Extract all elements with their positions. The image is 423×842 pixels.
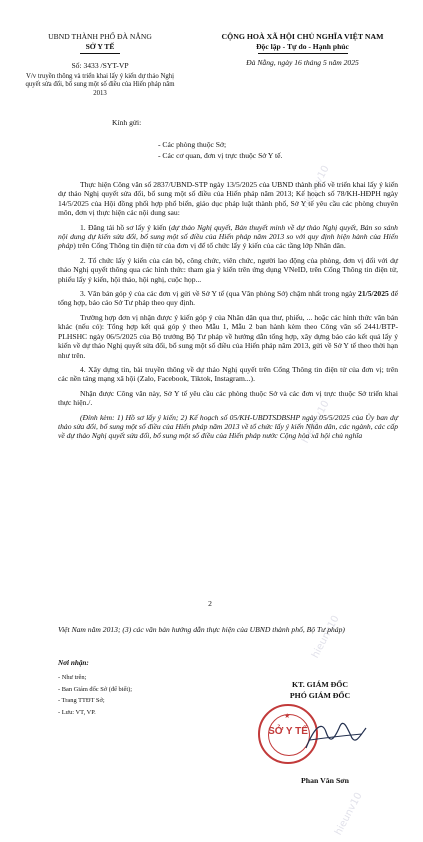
org-parent: UBND THÀNH PHỐ ĐÀ NẴNG bbox=[48, 32, 152, 41]
watermark: hieunv10 bbox=[310, 613, 342, 661]
item-3-text-end: để tổng hợp, báo cáo Sở Tư pháp theo quy định. bbox=[58, 289, 398, 308]
doc-number: Số: 3433 /SYT-VP bbox=[71, 61, 129, 70]
divider bbox=[258, 53, 348, 54]
item-3 bbox=[58, 289, 398, 308]
divider bbox=[80, 53, 120, 54]
signature-role-2: PHÓ GIÁM ĐỐC bbox=[289, 690, 351, 700]
header-left bbox=[10, 32, 190, 98]
signer-name: Phan Văn Sơn bbox=[301, 776, 349, 785]
item-1 bbox=[58, 223, 398, 251]
header-right bbox=[185, 32, 420, 68]
doc-date: Đà Nẵng, ngày 16 tháng 5 năm 2025 bbox=[246, 58, 359, 67]
nation-motto: Độc lập - Tự do - Hạnh phúc bbox=[256, 42, 349, 51]
recipients-label: Kính gửi: bbox=[112, 118, 142, 127]
item-1-text-end: ) trên Cổng Thông tin điện tử của đơn vị để tổ chức lấy ý kiến của các tầng lớp Nhân dân. bbox=[73, 241, 346, 251]
recipient-footer-item: - Ban Giám đốc Sở (để biết); bbox=[58, 685, 133, 693]
star-icon: ★ bbox=[284, 712, 291, 720]
item-2: 2. Tổ chức lấy ý kiến của cán bộ, công chức, viên chức, người lao động của phòng, đơn vị đối với dự thảo Nghị quyết thông qua các hình thức: tham gia ý kiến trên ứng dụng VNeID, trên Cổng Thông tin điện tử, phiếu lấy ý kiến, hội thảo, hội nghị, cuộc họp... bbox=[58, 255, 398, 284]
footer-recipients bbox=[58, 658, 218, 718]
item-3-details: Trường hợp đơn vị nhận được ý kiến góp ý của Nhân dân qua thư, phiếu, ... hoặc các hình thức văn bản khác (nếu có): Tổng hợp kết quả góp ý theo Mẫu 1, Mẫu 2 ban hành kèm theo Công văn số 2441/BTP-PLHSHC ngày 06/5/2025 của Bộ trưởng Bộ Tư pháp về hướng dẫn tổng hợp, xây dựng báo cáo kết quả lấy ý kiến về dự thảo Nghị quyết sửa đổi, bổ sung một số điều của Hiến pháp năm 2013, gửi về Sở Y tế theo thời hạn như trên. bbox=[58, 312, 398, 360]
recipient-item: - Các cơ quan, đơn vị trực thuộc Sở Y tế. bbox=[158, 151, 283, 160]
recipients-footer-label: Nơi nhận: bbox=[58, 659, 89, 667]
recipients-list bbox=[158, 139, 282, 161]
intro-paragraph: Thực hiện Công văn số 2837/UBND-STP ngày 13/5/2025 của UBND thành phố về triển khai lấy ý kiến dự thảo Nghị quyết sửa đổi, bổ sung một số điều của Hiến pháp năm 2013; Kế hoạch số 78/KH-HĐPH ngày 14/5/2025 của Hội đồng phối hợp phổ biến, giáo dục pháp luật thành phố, Sở Y tế yêu cầu các phòng chuyên môn, đơn vị thực hiện các nội dung sau: bbox=[58, 180, 398, 218]
watermark: hieunv10 bbox=[300, 163, 332, 211]
doc-subject: V/v truyền thông và triển khai lấy ý kiến dự thảo Nghị quyết sửa đổi, bổ sung một số điều của Hiến pháp năm 2013 bbox=[25, 73, 175, 97]
org-name: SỞ Y TẾ bbox=[85, 42, 115, 51]
recipient-item: - Các phòng thuộc Sở; bbox=[158, 140, 227, 149]
item-1-text: 1. Đăng tải hồ sơ lấy ý kiến ( bbox=[80, 222, 172, 232]
item-1-italic: dự thảo Nghị quyết, Bản thuyết minh về dự thảo Nghị quyết, Bản so sánh nội dung dự kiến sửa đổi, bổ sung một số điều của Hiến pháp năm 2013 so với quy định hiện hành của Hiến pháp bbox=[58, 222, 398, 251]
watermark: hieunv10 bbox=[333, 790, 365, 838]
signature-role-1: KT. GIÁM ĐỐC bbox=[292, 680, 348, 689]
attachment-note: (Đính kèm: 1) Hồ sơ lấy ý kiến; 2) Kế hoạch số 05/KH-UBDTSDBSHP ngày 05/5/2025 của Ủy ban dự thảo sửa đổi, bổ sung một số điều của Hiến pháp năm 2013 về tổ chức lấy ý kiến Nhân dân, các ngành, các cấp về dự thảo Nghị quyết sửa đổi, bổ sung một số điều của Hiến pháp nước Cộng hòa xã hội chủ nghĩa bbox=[58, 412, 398, 441]
recipient-footer-item: - Như trên; bbox=[58, 674, 87, 681]
closing-paragraph: Nhận được Công văn này, Sở Y tế yêu cầu các phòng thuộc Sở và các đơn vị trực thuộc Sở triển khai thực hiện./. bbox=[58, 388, 398, 408]
signature-role bbox=[240, 680, 400, 701]
attachment-continued: Việt Nam năm 2013; (3) các văn bản hướng dẫn thực hiện của UBND thành phố, Bộ Tư pháp) bbox=[58, 625, 345, 634]
item-3-text: 3. Văn bản góp ý của các đơn vị gửi về Sở Y tế (qua Văn phòng Sở) chậm nhất trong ngày bbox=[80, 289, 359, 299]
item-3-deadline: 21/5/2025 bbox=[358, 289, 389, 299]
handwritten-signature bbox=[300, 710, 370, 760]
item-4: 4. Xây dựng tin, bài truyền thông về dự thảo Nghị quyết trên Cổng Thông tin điện tử của đơn vị; trên các nền tảng mạng xã hội (Zalo, Facebook, Tiktok, Instagram...). bbox=[58, 364, 398, 384]
page-number: 2 bbox=[208, 599, 212, 608]
watermark: hieunv10 bbox=[300, 398, 332, 446]
seal-text: SỞ Y TẾ bbox=[268, 726, 308, 737]
recipient-footer-item: - Lưu: VT, VP. bbox=[58, 708, 96, 716]
nation-title: CỘNG HOÀ XÃ HỘI CHỦ NGHĨA VIỆT NAM bbox=[221, 32, 384, 41]
recipient-footer-item: - Trang TTĐT Sở; bbox=[58, 697, 105, 704]
document-body bbox=[58, 180, 398, 441]
